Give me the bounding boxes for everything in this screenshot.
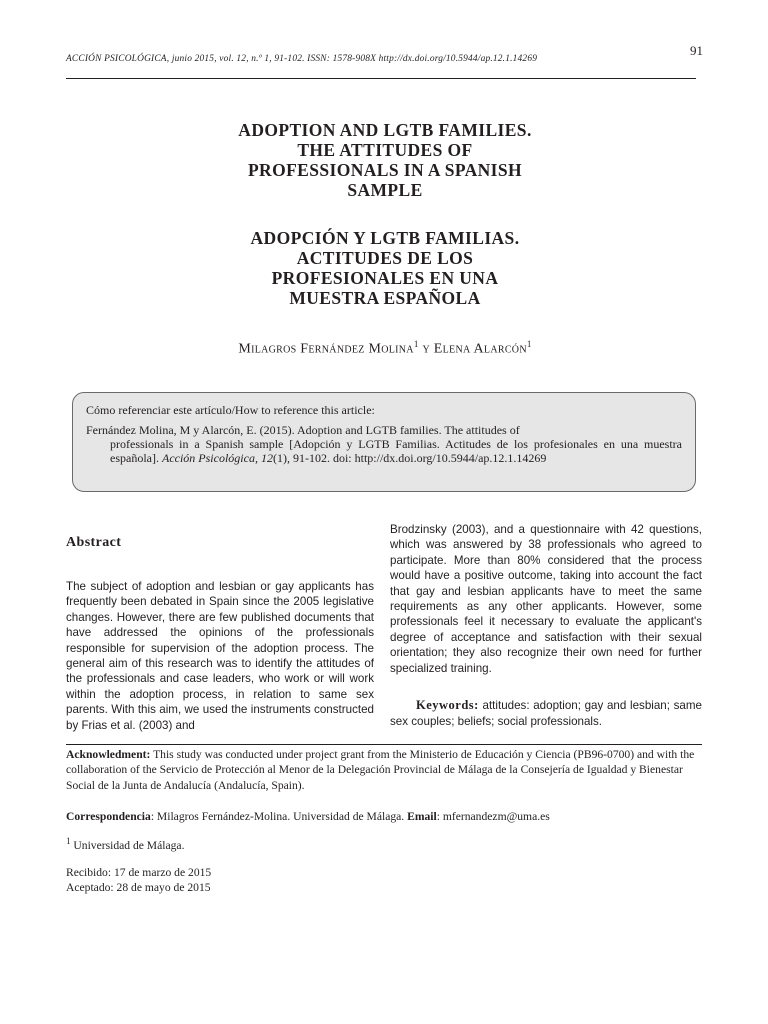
affiliation <box>66 836 184 852</box>
correspondence-text: : Milagros Fernández-Molina. Universidad de Málaga. <box>150 810 408 823</box>
acknowledgment-text: This study was conducted under project grant from the Ministerio de Educación y Ciencia (PB96-0700) and with the collaboration of the Servicio de Protección al Menor de la Delegación Provincial de Málaga de la Consejería de Igualdad y Bienestar Social de la Junta de Andalucía (Andalucía, Spain). <box>66 748 695 792</box>
received-date: Recibido: 17 de marzo de 2015 <box>66 866 212 879</box>
affiliation-text: Universidad de Málaga. <box>70 838 185 852</box>
title-en-line: PROFESSIONALS IN A SPANISH <box>247 160 523 180</box>
title-es-line: MUESTRA ESPAÑOLA <box>289 288 481 308</box>
accepted-date: Aceptado: 28 de mayo de 2015 <box>66 880 211 894</box>
article-dates <box>66 866 211 895</box>
title-en-line: SAMPLE <box>347 180 423 200</box>
page-number: 91 <box>690 43 703 58</box>
header-rule <box>66 78 696 79</box>
title-english <box>170 120 600 200</box>
affiliation-marker: 1 <box>66 836 71 846</box>
acknowledgment-label: Acknowledment: <box>66 748 151 761</box>
email-label: Email <box>407 810 437 823</box>
email-address[interactable]: : mfernandezm@uma.es <box>436 810 550 823</box>
keywords-text: attitudes: adoption; gay and lesbian; same sex couples; beliefs; social professionals. <box>390 699 702 728</box>
correspondence <box>66 810 702 823</box>
correspondence-label: Correspondencia <box>66 810 151 823</box>
citation-main: Fernández Molina, M y Alarcón, E. (2015). Adoption and LGTB families. The attitudes of <box>86 423 520 437</box>
abstract-text-right: Brodzinsky (2003), and a questionnaire with 42 questions, which was answered by 38 professionals who agreed to participate. More than 80% considered that the process would have a positive outcome, taking into account the fact that gay and lesbian applicants have to meet the same requirements as any other applicants. However, some professionals feel it necessary to evaluate the applicant's degree of acceptance and satisfaction with their sexual orientation; they also recognize their own need for further specialized training. <box>390 523 702 675</box>
title-es-line: PROFESIONALES EN UNA <box>271 268 499 288</box>
author-1: Milagros Fernández Molina <box>238 341 414 357</box>
footnote-rule <box>66 744 702 745</box>
citation-doi-link[interactable]: http://dx.doi.org/10.5944/ap.12.1.14269 <box>354 451 547 466</box>
title-en-line: ADOPTION AND LGTB FAMILIES. <box>238 120 532 140</box>
title-spanish <box>170 228 600 308</box>
title-es-line: ADOPCIÓN Y LGTB FAMILIAS. <box>250 228 520 248</box>
journal-header: ACCIÓN PSICOLÓGICA, junio 2015, vol. 12, n.º 1, 91-102. ISSN: 1578-908X http://dx.doi.org/10.5944/ap.12.1.14269 <box>66 54 538 64</box>
reference-citation <box>86 423 682 466</box>
authors-line <box>120 339 650 358</box>
keywords <box>390 697 702 730</box>
acknowledgment <box>66 747 702 793</box>
author-2-affiliation: 1 <box>526 339 532 349</box>
reference-heading: Cómo referenciar este artículo/How to reference this article: <box>86 403 375 417</box>
title-en-line: THE ATTITUDES OF <box>297 140 473 160</box>
citation-issue: (1), 91-102. doi: <box>272 451 352 466</box>
author-1-affiliation: 1 <box>413 339 419 349</box>
citation-cont: professionals in a Spanish sample [Adopción y LGTB Familias. Actitudes de los profesionales en una muestra española]. <box>110 437 682 466</box>
title-es-line: ACTITUDES DE LOS <box>296 248 474 268</box>
keywords-label: Keywords: <box>416 698 479 712</box>
citation-indent <box>86 437 682 465</box>
author-connector: y <box>418 341 434 357</box>
citation-journal: Acción Psicológica, 12 <box>161 451 273 466</box>
abstract-heading: Abstract <box>66 535 122 550</box>
abstract-text-left: The subject of adoption and lesbian or gay applicants has frequently been debated in Spain since the 2005 legislative changes. However, there are few published documents that have addressed the opinions of the professionals responsible for supervision of the adoption process. The general aim of this research was to identify the attitudes of the professionals and case leaders, who work or will work within the adoption process, in relation to same sex parents. With this aim, we used the instruments constructed by Frias et al. (2003) and <box>66 580 374 732</box>
author-2: Elena Alarcón <box>433 341 527 357</box>
